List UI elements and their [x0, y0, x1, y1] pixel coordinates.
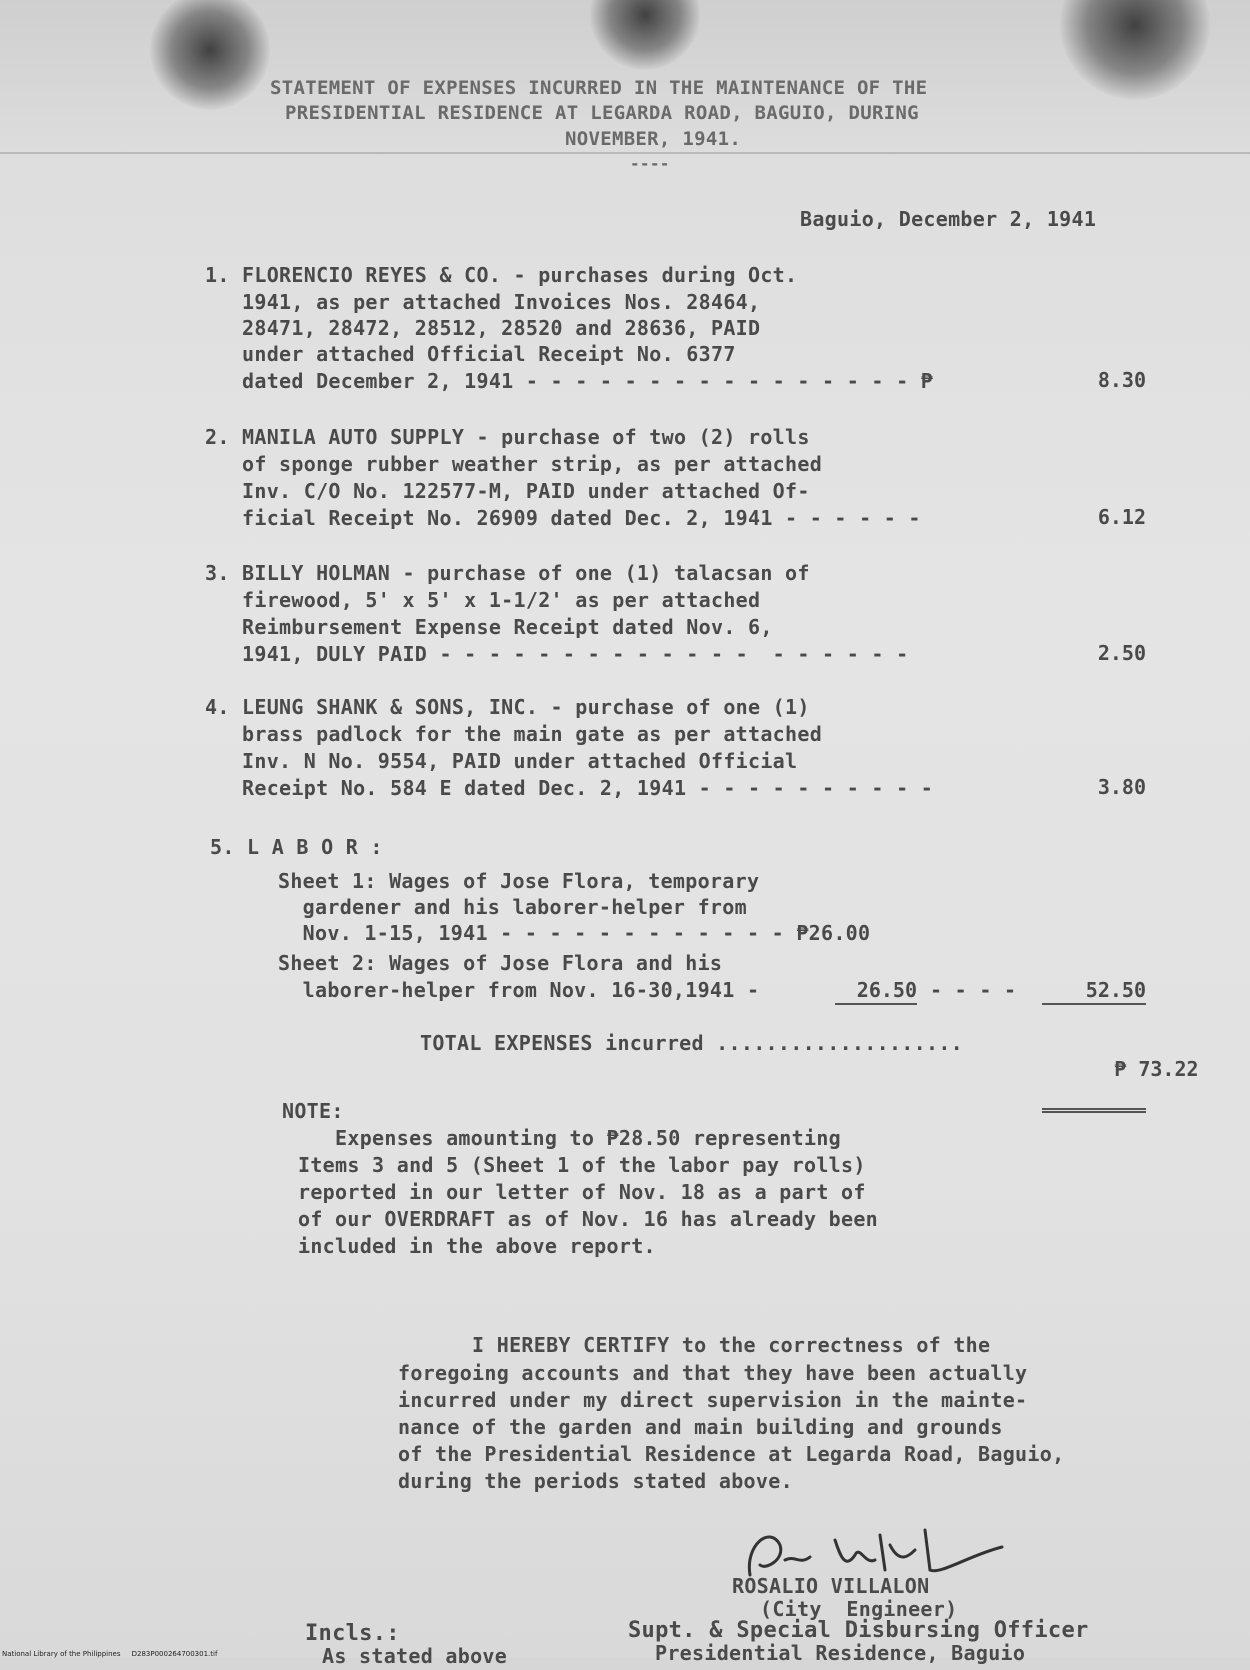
total-label: TOTAL EXPENSES incurred .................... — [420, 1031, 964, 1055]
labor-sheet-line: gardener and his laborer-helper from — [278, 895, 747, 919]
title-line-2: PRESIDENTIAL RESIDENCE AT LEGARDA ROAD, BAGUIO, DURING — [285, 102, 919, 124]
item-line: firewood, 5' x 5' x 1-1/2' as per attached — [205, 588, 761, 612]
item-line: 1941, DULY PAID - - - - - - - - - - - - - - - - - - - — [205, 642, 909, 666]
item-line: Inv. N No. 9554, PAID under attached Official — [205, 749, 798, 773]
item-amount: 8.30 — [1097, 368, 1146, 392]
item-line: 28471, 28472, 28512, 28520 and 28636, PAID — [205, 316, 761, 340]
item-line: Reimbursement Expense Receipt dated Nov. 6, — [205, 615, 773, 639]
labor-sheet-line: laborer-helper from Nov. 16-30,1941 - — [278, 978, 760, 1002]
item-line: brass padlock for the main gate as per attached — [205, 722, 823, 746]
title-rule: ---- — [630, 154, 670, 173]
currency-symbol: ₱ — [1114, 1057, 1127, 1081]
item-line: 4. LEUNG SHANK & SONS, INC. - purchase of one (1) — [205, 695, 810, 719]
item-line: Inv. C/O No. 122577-M, PAID under attached Of- — [205, 479, 810, 503]
item-line: of sponge rubber weather strip, as per attached — [205, 452, 823, 476]
certification-line: of the Presidential Residence at Legarda Road, Baguio, — [398, 1442, 1065, 1466]
item-line: 2. MANILA AUTO SUPPLY - purchase of two (2) rolls — [205, 425, 810, 449]
title-line-3: NOVEMBER, 1941. — [565, 128, 742, 150]
labor-sheet2-amount: 26.50 — [835, 977, 917, 1005]
note-line: of our OVERDRAFT as of Nov. 16 has already been — [298, 1207, 879, 1231]
labor-subtotal: 52.50 — [1042, 977, 1146, 1005]
certification-line: foregoing accounts and that they have been actually — [398, 1361, 1028, 1385]
total-amount-box — [1042, 1030, 1199, 1113]
signatory-title: Presidential Residence, Baguio — [655, 1641, 1026, 1665]
note-line: Items 3 and 5 (Sheet 1 of the labor pay rolls) — [298, 1153, 866, 1177]
note-heading: NOTE: — [282, 1099, 344, 1123]
item-line: 1. FLORENCIO REYES & CO. - purchases during Oct. — [205, 263, 798, 287]
item-line: under attached Official Receipt No. 6377 — [205, 342, 736, 366]
certification-line: nance of the garden and main building and grounds — [398, 1415, 1003, 1439]
place-date: Baguio, December 2, 1941 — [800, 207, 1097, 231]
signatory-title: Supt. & Special Disbursing Officer — [628, 1618, 1089, 1643]
labor-sheet-line: Nov. 1-15, 1941 - - - - - - - - - - - - ₱26.00 — [278, 921, 871, 945]
ink-stain — [1060, 0, 1210, 100]
item-amount: 6.12 — [1097, 505, 1146, 529]
signatory-title: (City Engineer) — [760, 1597, 958, 1621]
item-line: 3. BILLY HOLMAN - purchase of one (1) talacsan of — [205, 561, 810, 585]
note-line: Expenses amounting to ₱28.50 representing — [298, 1126, 842, 1150]
ink-stain — [590, 0, 700, 70]
item-line: 1941, as per attached Invoices Nos. 28464, — [205, 290, 761, 314]
item-amount: 2.50 — [1097, 641, 1146, 665]
certification-line: I HEREBY CERTIFY to the correctness of the — [398, 1333, 991, 1357]
labor-sheet-line: Sheet 1: Wages of Jose Flora, temporary — [278, 869, 760, 893]
item-line: dated December 2, 1941 - - - - - - - - - - - - - - - - ₱ — [205, 369, 934, 393]
certification-line: incurred under my direct supervision in the mainte- — [398, 1388, 1028, 1412]
archive-footer: National Library of the Philippines D283P000264700301.tif — [2, 1650, 218, 1658]
labor-sheet-line: Sheet 2: Wages of Jose Flora and his — [278, 951, 723, 975]
total-amount: 73.22 — [1138, 1057, 1199, 1081]
item-line: Receipt No. 584 E dated Dec. 2, 1941 - - - - - - - - - - — [205, 776, 934, 800]
item-line: ficial Receipt No. 26909 dated Dec. 2, 1941 - - - - - - — [205, 506, 921, 530]
item-amount: 3.80 — [1097, 775, 1146, 799]
certification-line: during the periods stated above. — [398, 1469, 793, 1493]
signatory-name: ROSALIO VILLALON — [732, 1574, 930, 1598]
inclosures-label: Incls.: — [305, 1621, 400, 1646]
labor-heading: 5. L A B O R : — [210, 835, 383, 859]
note-line: included in the above report. — [298, 1234, 656, 1258]
inclosures-detail: As stated above — [322, 1644, 508, 1668]
labor-dashes: - - - - — [930, 978, 1017, 1002]
note-line: reported in our letter of Nov. 18 as a part of — [298, 1180, 866, 1204]
title-line-1: STATEMENT OF EXPENSES INCURRED IN THE MAINTENANCE OF THE — [270, 77, 928, 99]
ink-stain — [150, 0, 270, 110]
